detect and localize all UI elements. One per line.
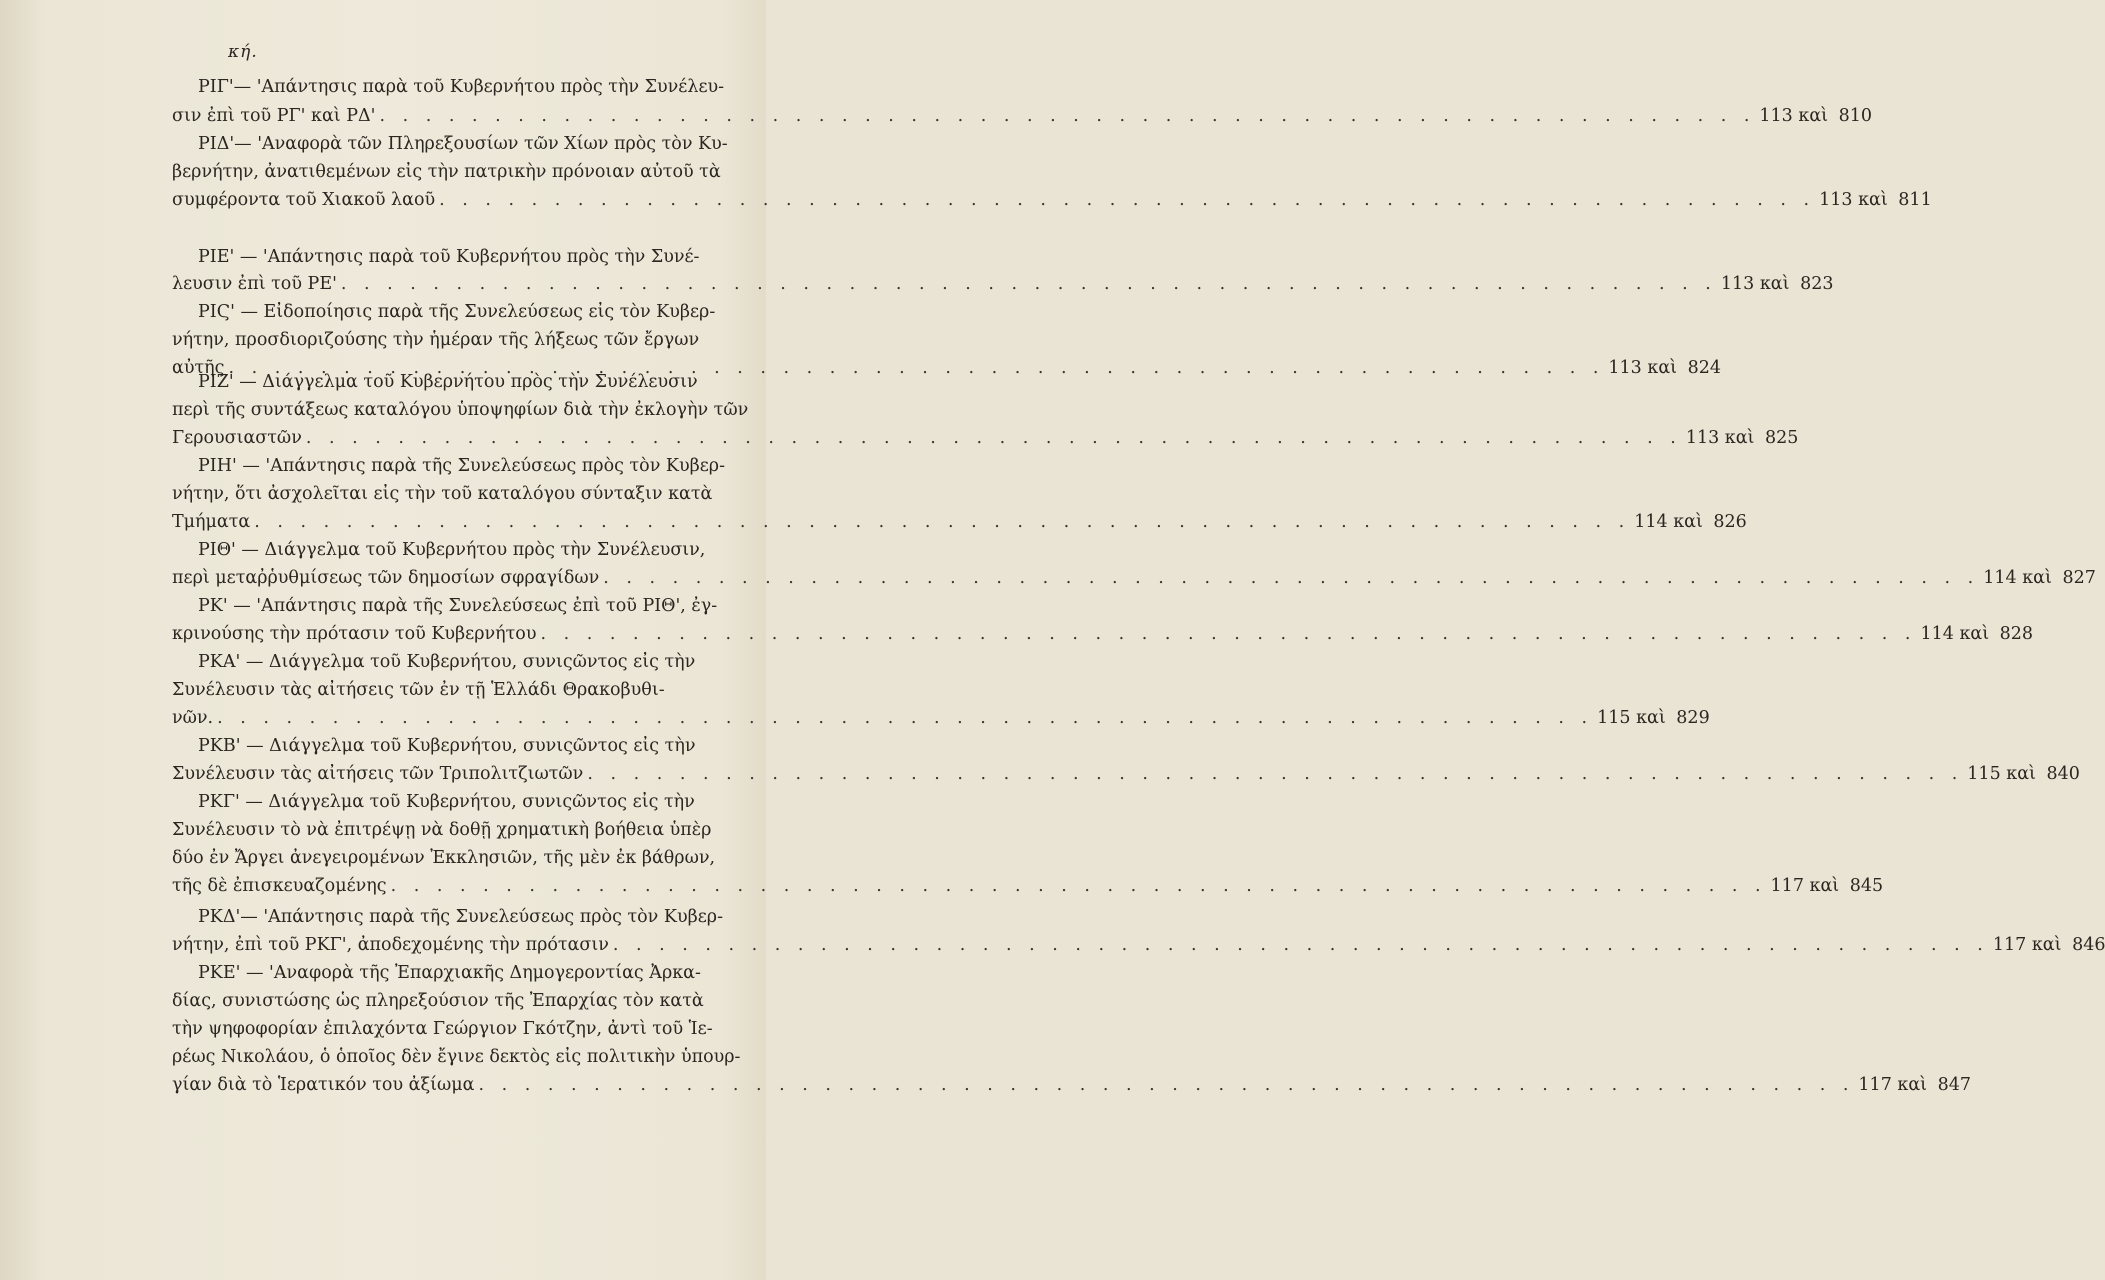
entry-text-line: νήτην, προσδιοριζούσης τὴν ἡμέραν τῆς λήξεως τῶν ἔργων	[172, 330, 700, 350]
page-ref-number: 829	[1676, 708, 1710, 728]
page-ref-conjunction: καὶ	[1959, 624, 1990, 644]
page-ref-conjunction: καὶ	[1858, 190, 1888, 210]
dot-leader: . . . . . . . . . . . . . . . . . . . . . . . . . . . . . . . . . . . . . . . . . . . . . . . . . . . . . . . . . . . .	[254, 512, 1631, 532]
entry-heading-line: ΡΚΔ'— 'Απάντησις παρὰ τῆς Συνελεύσεως πρὸς τὸν Κυβερ-	[198, 907, 723, 927]
entry-text-line: δύο ἐν Ἄργει ἀνεγειρομένων Ἐκκλησιῶν, τῆς μὲν ἐκ βάθρων,	[172, 848, 716, 868]
entry-last-line	[172, 704, 1710, 732]
page-reference	[1967, 760, 2080, 788]
dot-leader: . . . . . . . . . . . . . . . . . . . . . . . . . . . . . . . . . . . . . . . . . . . . . . . . . . . . . . . . . . . .	[390, 876, 1767, 896]
page-ref-page: 117	[1858, 1075, 1892, 1095]
page-ref-page: 113	[1819, 190, 1853, 210]
entry-last-line	[172, 424, 1799, 452]
entry-text-line: δίας, συνιστώσης ὡς πληρεξούσιον τῆς Ἐπαρχίας τὸν κατὰ	[172, 991, 704, 1011]
dot-leader: . . . . . . . . . . . . . . . . . . . . . . . . . . . . . . . . . . . . . . . . . . . . . . . . . . . . . . . . . . . .	[612, 935, 1989, 955]
dot-leader: . . . . . . . . . . . . . . . . . . . . . . . . . . . . . . . . . . . . . . . . . . . . . . . . . . . . . . . . . . . .	[540, 624, 1917, 644]
page-reference	[1858, 1071, 1971, 1099]
page-ref-conjunction: καὶ	[1798, 106, 1829, 126]
entry-text-line: Συνέλευσιν τὰς αἰτήσεις τῶν ἐν τῇ Ἑλλάδι Θρακοβυθι-	[172, 680, 665, 700]
page-ref-number: 845	[1849, 876, 1884, 896]
entry-heading-line: ΡΙΗ' — 'Απάντησις παρὰ τῆς Συνελεύσεως πρὸς τὸν Κυβερ-	[198, 456, 726, 476]
entry-heading-line: ΡΚΑ' — Διάγγελμα τοῦ Κυβερνήτου, συνιςῶντος εἰς τὴν	[198, 652, 696, 672]
page-ref-number: 827	[2062, 568, 2096, 588]
page-ref-number: 840	[2046, 764, 2080, 784]
page-reference	[1819, 186, 1932, 214]
page-reference	[1721, 270, 1834, 298]
entry-heading-line: ΡΙΘ' — Διάγγελμα τοῦ Κυβερνήτου πρὸς τὴν Συνέλευσιν,	[198, 540, 706, 560]
entry-text-line: περὶ μεταῤῥυθμίσεως τῶν δημοσίων σφραγίδων	[172, 568, 600, 588]
entry-last-line	[172, 872, 1884, 900]
entry-heading-line: ΡΙΔ'— 'Αναφορὰ τῶν Πληρεξουσίων τῶν Χίων πρὸς τὸν Κυ-	[198, 134, 728, 154]
entry-text-line: Τμήματα	[172, 512, 251, 532]
page-ref-number: 825	[1765, 428, 1799, 448]
entry-last-line	[172, 186, 1932, 214]
page-ref-page: 113	[1759, 106, 1793, 126]
entry-heading-line: ΡΙΓ'— 'Απάντησις παρὰ τοῦ Κυβερνήτου πρὸς τὴν Συνέλευ-	[198, 77, 725, 97]
page-ref-conjunction: καὶ	[1724, 428, 1755, 448]
entry-text-line: γίαν διὰ τὸ Ἱερατικόν του ἀξίωμα	[172, 1075, 475, 1095]
entry-text-line: ρέως Νικολάου, ὁ ὁποῖος δὲν ἔγινε δεκτὸς εἰς πολιτικὴν ὑπουρ-	[172, 1047, 741, 1067]
dot-leader: . . . . . . . . . . . . . . . . . . . . . . . . . . . . . . . . . . . . . . . . . . . . . . . . . . . . . . . . . . . .	[340, 274, 1717, 294]
page-reference	[1608, 354, 1721, 382]
page-ref-conjunction: καὶ	[2006, 764, 2036, 784]
page-ref-number: 810	[1838, 106, 1873, 126]
entry-text-line: τὴν ψηφοφορίαν ἐπιλαχόντα Γεώργιον Γκότζην, ἀντὶ τοῦ Ἱε-	[172, 1019, 713, 1039]
page-ref-page: 113	[1685, 428, 1720, 448]
dot-leader: . . . . . . . . . . . . . . . . . . . . . . . . . . . . . . . . . . . . . . . . . . . . . . . . . . . . . . . . . . . .	[228, 358, 1605, 378]
page-ref-page: 113	[1608, 358, 1642, 378]
entry-heading-line: ΡΚ' — 'Απάντησις παρὰ τῆς Συνελεύσεως ἐπὶ τοῦ ΡΙΘ', ἐγ-	[198, 596, 718, 616]
page-ref-number: 847	[1937, 1075, 1972, 1095]
page-ref-number: 826	[1713, 512, 1747, 532]
page-ref-number: 823	[1800, 274, 1834, 294]
page-ref-page: 117	[1770, 876, 1804, 896]
page-ref-page: 114	[1920, 624, 1954, 644]
page-ref-page: 113	[1720, 274, 1755, 294]
entry-text-line: συμφέροντα τοῦ Χιακοῦ λαοῦ	[172, 190, 436, 210]
page-ref-conjunction: καὶ	[1759, 274, 1790, 294]
page-ref-conjunction: καὶ	[1673, 512, 1703, 532]
entry-last-line	[172, 270, 1834, 298]
dot-leader: . . . . . . . . . . . . . . . . . . . . . . . . . . . . . . . . . . . . . . . . . . . . . . . . . . . . . . . . . . . .	[379, 106, 1756, 126]
entry-text-line: κρινούσης τὴν πρότασιν τοῦ Κυβερνήτου	[172, 624, 537, 644]
page-ref-page: 114	[1634, 512, 1668, 532]
page-reference	[1634, 508, 1747, 536]
page-reference	[1920, 620, 2033, 648]
entry-heading-line: ΡΙΕ' — 'Απάντησις παρὰ τοῦ Κυβερνήτου πρὸς τὴν Συνέ-	[198, 247, 700, 267]
page-number: κή.	[228, 42, 258, 62]
entry-last-line	[172, 102, 1873, 130]
entry-text-line: Γερουσιαστῶν	[172, 428, 302, 448]
page-ref-conjunction: καὶ	[1809, 876, 1840, 896]
dot-leader: . . . . . . . . . . . . . . . . . . . . . . . . . . . . . . . . . . . . . . . . . . . . . . . . . . . . . . . . . . . .	[587, 764, 1964, 784]
entry-text-line: σιν ἐπὶ τοῦ ΡΓ' καὶ ΡΔ'	[172, 106, 376, 126]
entry-heading-line: ΡΚΕ' — 'Αναφορὰ τῆς Ἐπαρχιακῆς Δημογεροντίας Ἀρκα-	[198, 963, 701, 983]
page-ref-number: 824	[1687, 358, 1722, 378]
page-ref-page: 114	[1983, 568, 2017, 588]
page-ref-page: 115	[1967, 764, 2001, 784]
entry-last-line	[172, 760, 2080, 788]
dot-leader: . . . . . . . . . . . . . . . . . . . . . . . . . . . . . . . . . . . . . . . . . . . . . . . . . . . . . . . . . . . .	[439, 190, 1816, 210]
entry-text-line: λευσιν ἐπὶ τοῦ ΡΕ'	[172, 274, 337, 294]
entry-text-line: Συνέλευσιν τὰς αἰτήσεις τῶν Τριπολιτζιωτῶν	[172, 764, 584, 784]
dot-leader: . . . . . . . . . . . . . . . . . . . . . . . . . . . . . . . . . . . . . . . . . . . . . . . . . . . . . . . . . . . .	[217, 708, 1594, 728]
entry-text-line: νῶν.	[172, 708, 214, 728]
page-reference	[1597, 704, 1710, 732]
page-ref-number: 846	[2072, 935, 2105, 955]
entry-text-line: περὶ τῆς συντάξεως καταλόγου ὑποψηφίων διὰ τὴν ἐκλογὴν τῶν	[172, 400, 749, 420]
page-reference	[1983, 564, 2096, 592]
entry-last-line	[172, 620, 2034, 648]
page-ref-page: 115	[1597, 708, 1631, 728]
entry-text-line: αὐτῆς	[172, 358, 225, 378]
dot-leader: . . . . . . . . . . . . . . . . . . . . . . . . . . . . . . . . . . . . . . . . . . . . . . . . . . . . . . . . . . . .	[478, 1075, 1855, 1095]
entry-heading-line: ΡΙϚ' — Εἰδοποίησις παρὰ τῆς Συνελεύσεως εἰς τὸν Κυβερ-	[198, 302, 716, 322]
dot-leader: . . . . . . . . . . . . . . . . . . . . . . . . . . . . . . . . . . . . . . . . . . . . . . . . . . . . . . . . . . . .	[305, 428, 1682, 448]
page-ref-conjunction: καὶ	[2031, 935, 2062, 955]
entry-heading-line: ΡΚΒ' — Διάγγελμα τοῦ Κυβερνήτου, συνιςῶντος εἰς τὴν	[198, 736, 696, 756]
entry-text-line: τῆς δὲ ἐπισκευαζομένης	[172, 876, 387, 896]
page-reference	[1686, 424, 1799, 452]
page-reference	[1759, 102, 1872, 130]
page-ref-number: 828	[1999, 624, 2034, 644]
entry-text-line: νήτην, ἐπὶ τοῦ ΡΚΓ', ἀποδεχομένης τὴν πρότασιν	[172, 935, 609, 955]
page-ref-page: 117	[1992, 935, 2027, 955]
page-ref-conjunction: καὶ	[2022, 568, 2052, 588]
page-ref-conjunction: καὶ	[1647, 358, 1678, 378]
page-reference	[1993, 931, 2105, 959]
dot-leader: . . . . . . . . . . . . . . . . . . . . . . . . . . . . . . . . . . . . . . . . . . . . . . . . . . . . . . . . . . . .	[603, 568, 1980, 588]
page-reference	[1771, 872, 1884, 900]
entry-last-line	[172, 508, 1747, 536]
entry-heading-line: ΡΙΖ' — Διάγγελμα τοῦ Κυβερνήτου πρὸς τὴν Συνέλευσιν	[198, 372, 698, 392]
entry-text-line: Συνέλευσιν τὸ νὰ ἐπιτρέψῃ νὰ δοθῇ χρηματικὴ βοήθεια ὑπὲρ	[172, 820, 712, 840]
entry-heading-line: ΡΚΓ' — Διάγγελμα τοῦ Κυβερνήτου, συνιςῶντος εἰς τὴν	[198, 792, 695, 812]
entry-last-line	[172, 931, 2105, 959]
entry-last-line	[172, 564, 2096, 592]
entry-last-line	[172, 1071, 1972, 1099]
entry-text-line: βερνήτην, ἀνατιθεμένων εἰς τὴν πατρικὴν πρόνοιαν αὐτοῦ τὰ	[172, 162, 721, 182]
page-ref-conjunction: καὶ	[1636, 708, 1666, 728]
page-ref-number: 811	[1898, 190, 1932, 210]
page-ref-conjunction: καὶ	[1897, 1075, 1928, 1095]
entry-text-line: νήτην, ὅτι ἀσχολεῖται εἰς τὴν τοῦ καταλόγου σύνταξιν κατὰ	[172, 484, 713, 504]
